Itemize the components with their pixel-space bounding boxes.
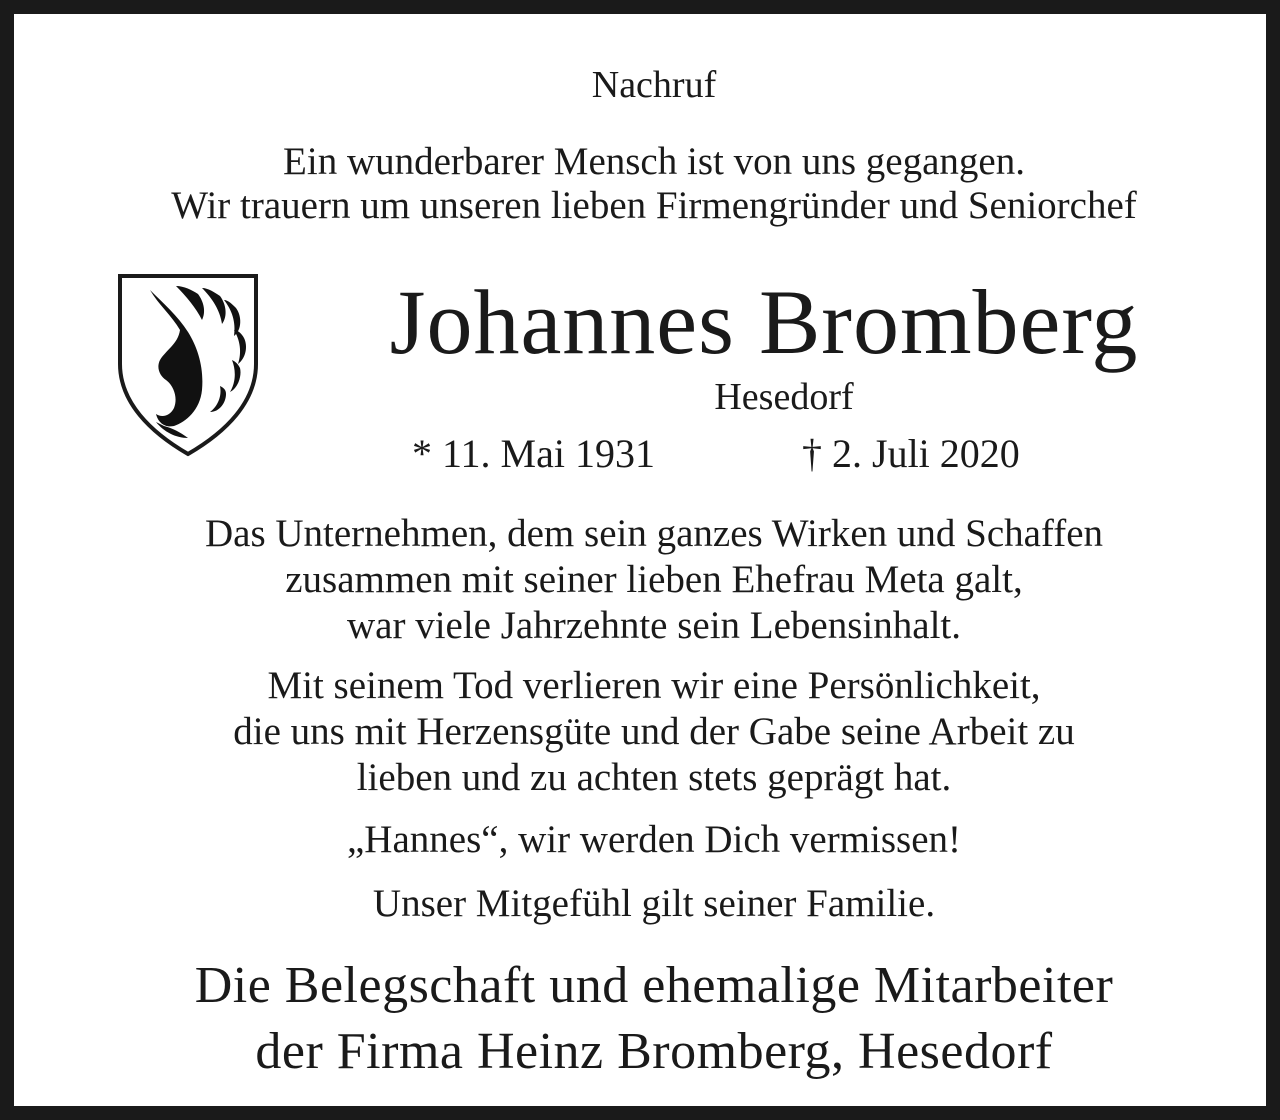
paragraph-line: die uns mit Herzensgüte und der Gabe seine Arbeit zu — [233, 710, 1075, 753]
signature-line: Die Belegschaft und ehemalige Mitarbeiter — [194, 957, 1114, 1014]
paragraph-line: Das Unternehmen, dem sein ganzes Wirken und Schaffen — [204, 512, 1104, 555]
death-date: † 2. Juli 2020 — [802, 431, 1020, 476]
coat-of-arms-icon — [116, 272, 260, 458]
paragraph-line: war viele Jahrzehnte sein Lebensinhalt. — [346, 604, 961, 647]
condolence-line: Unser Mitgefühl gilt seiner Familie. — [372, 882, 936, 925]
deceased-name: Johannes Bromberg — [389, 271, 1139, 373]
signature-line: der Firma Heinz Bromberg, Hesedorf — [255, 1023, 1053, 1080]
paragraph-line: Mit seinem Tod verlieren wir eine Persönlichkeit, — [267, 664, 1041, 707]
paragraph-line: lieben und zu achten stets geprägt hat. — [356, 756, 952, 799]
farewell-line: „Hannes“, wir werden Dich vermissen! — [346, 818, 962, 861]
deceased-place: Hesedorf — [714, 376, 854, 418]
intro-line: Ein wunderbarer Mensch ist von uns gegangen. — [283, 140, 1025, 183]
birth-date: * 11. Mai 1931 — [412, 431, 655, 476]
paragraph-line: zusammen mit seiner lieben Ehefrau Meta galt, — [285, 558, 1023, 601]
intro-line: Wir trauern um unseren lieben Firmengründer und Seniorchef — [171, 184, 1137, 227]
heading: Nachruf — [591, 64, 717, 106]
